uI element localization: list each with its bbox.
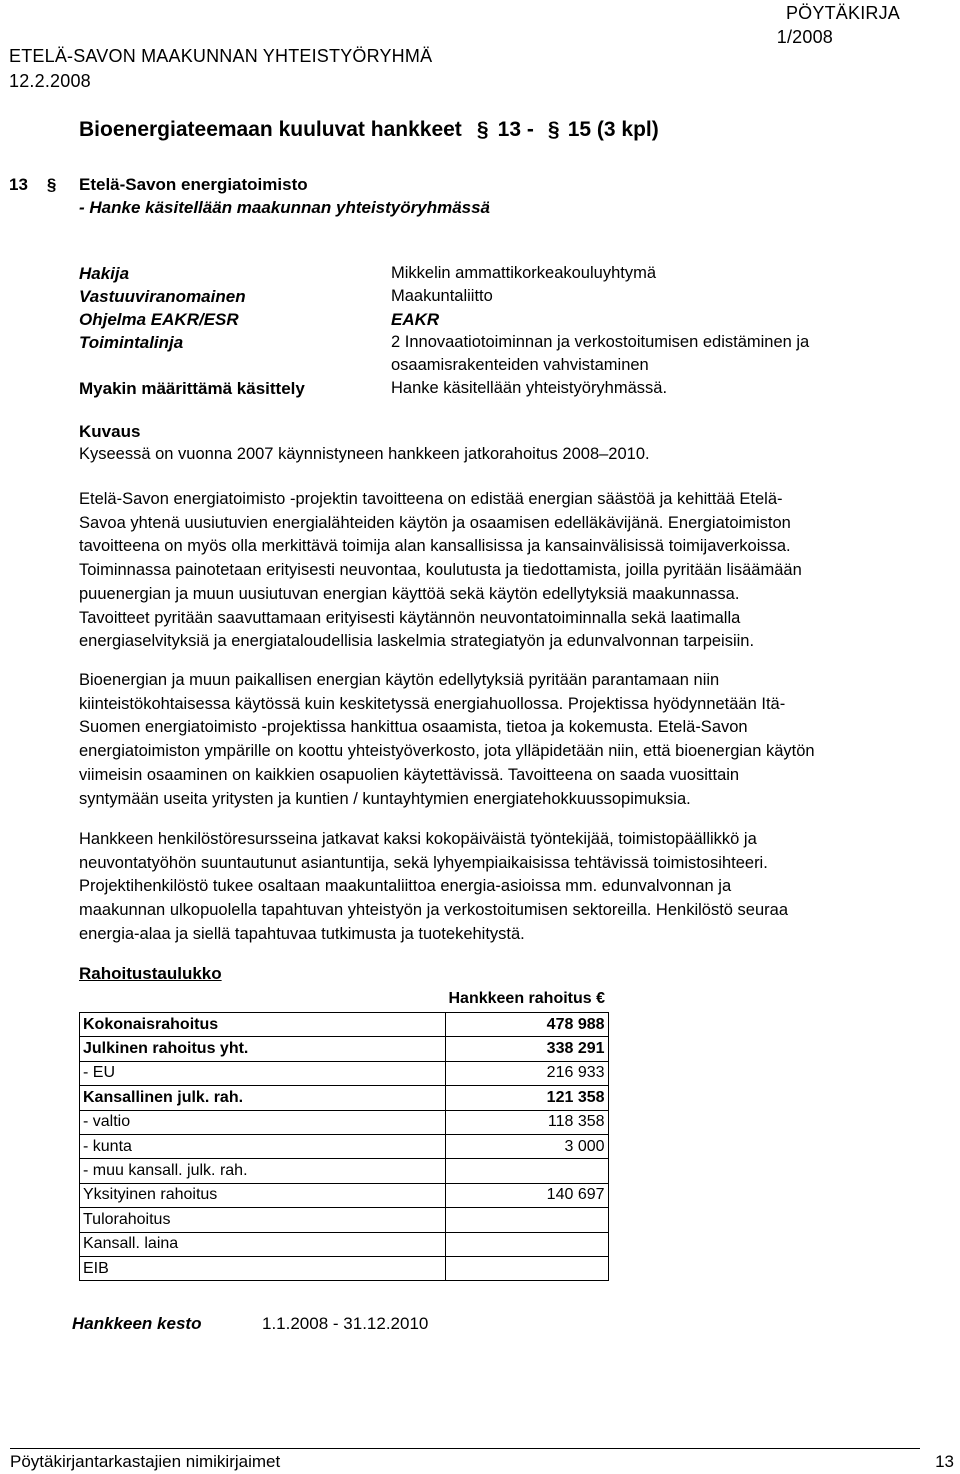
footer-label: Pöytäkirjantarkastajien nimikirjaimet	[10, 1452, 281, 1471]
detail-label-vastuuviranomainen: Vastuuviranomainen	[79, 287, 246, 306]
funding-row-label: Tulorahoitus	[80, 1208, 446, 1232]
table-row	[80, 1159, 609, 1183]
detail-label-kasittely: Myakin määrittämä käsittely	[79, 379, 305, 398]
text-line: maakunnan ulkopuolella tapahtuvan yhteistyön ja verkostoitumisen sektoreilla. Henkilöstö seuraa	[79, 901, 788, 920]
section-sign-icon: §	[476, 118, 489, 141]
duration-value: 1.1.2008 - 31.12.2010	[262, 1314, 429, 1333]
funding-row-label: Kokonaisrahoitus	[80, 1013, 446, 1037]
text-line: energia-alaa ja siellä tapahtuvaa tutkimusta ja tuotekehitystä.	[79, 924, 525, 943]
section-title-prefix: Bioenergiateemaan kuuluvat hankkeet	[79, 118, 462, 141]
page-number: 13	[935, 1452, 954, 1471]
table-header-row	[80, 986, 609, 1013]
table-row	[80, 1086, 609, 1110]
funding-row-label: - muu kansall. julk. rah.	[80, 1159, 446, 1183]
table-row	[80, 1110, 609, 1134]
funding-row-value	[446, 1232, 609, 1256]
text-line: Etelä-Savon energiatoimisto -projektin tavoitteena on edistää energian säästöä ja kehittää Etelä-	[79, 490, 783, 508]
funding-row-value	[446, 1256, 609, 1280]
funding-row-label: Kansall. laina	[80, 1232, 446, 1256]
text-line: energiaselvityksiä ja energiataloudellisia laskelmia strategiatyön ja edunvalvonnan tarpeisiin.	[79, 632, 755, 651]
section-sign-icon: §	[46, 175, 57, 194]
detail-value-toimintalinja: 2 Innovaatiotoiminnan ja verkostoitumisen edistäminen ja	[391, 333, 810, 351]
table-header-funding	[446, 986, 609, 1013]
kuvaus-paragraph-3	[79, 828, 959, 947]
table-row	[80, 1183, 609, 1207]
kuvaus-paragraph-1	[79, 488, 959, 654]
detail-value-toimintalinja-cont: osaamisrakenteiden vahvistaminen	[391, 356, 649, 374]
text-line: energiatoimiston ympärille on koottu yhteistyöverkosto, jota ylläpidetään niin, että bioenergian käytön	[79, 742, 815, 761]
text-line: Bioenergian ja muun paikallisen energian käytön edellytyksiä pyritään parantamaan niin	[79, 671, 720, 689]
section-title	[79, 118, 659, 142]
detail-label-ohjelma: Ohjelma EAKR/ESR	[79, 310, 239, 329]
text-line: tavoitteena on myös olla merkittävä toimija alan kansallisissa ja kansainvälisissä toimijaverkoissa.	[79, 537, 791, 556]
funding-row-value: 121 358	[446, 1086, 609, 1110]
detail-value-hakija: Mikkelin ammattikorkeakouluyhtymä	[391, 264, 657, 282]
kuvaus-heading: Kuvaus	[79, 422, 141, 441]
funding-row-value	[446, 1159, 609, 1183]
detail-value-kasittely: Hanke käsitellään yhteistyöryhmässä.	[391, 379, 668, 397]
funding-row-value: 118 358	[446, 1110, 609, 1134]
funding-row-label: - kunta	[80, 1134, 446, 1158]
funding-table	[79, 986, 609, 1281]
funding-row-label: - EU	[80, 1061, 446, 1085]
section-title-suffix: 13 -	[497, 118, 534, 141]
funding-row-label: EIB	[80, 1256, 446, 1280]
text-line: Projektihenkilöstö tukee osaltaan maakuntaliittoa energia-asioissa mm. edunvalvonnan ja	[79, 877, 732, 896]
funding-row-value: 478 988	[446, 1013, 609, 1037]
currency-symbol: €	[596, 990, 606, 1007]
text-line: neuvontatyöhön suuntautunut asiantuntija, sekä lyhyempiaikaisissa tehtävissä toimistosihteeri.	[79, 853, 768, 872]
text-line: Tavoitteet pyritään saavuttamaan erityisesti käytännön neuvontatoiminnalla sekä laatimalla	[79, 608, 741, 627]
item-title: Etelä-Savon energiatoimisto	[79, 175, 308, 194]
table-row	[80, 1013, 609, 1037]
text-line: syntymään useita yritysten ja kuntien / kuntayhtymien energiatehokkuussopimuksia.	[79, 789, 691, 808]
table-header-empty	[80, 986, 446, 1013]
table-row	[80, 1256, 609, 1280]
item-heading	[9, 175, 71, 195]
text-line: Suomen energiatoimisto -projektissa hankittua osaamista, tietoa ja kokemusta. Etelä-Savon	[79, 718, 748, 737]
table-row	[80, 1037, 609, 1061]
funding-row-value: 140 697	[446, 1183, 609, 1207]
kuvaus-intro: Kyseessä on vuonna 2007 käynnistyneen hankkeen jatkorahoitus 2008–2010.	[79, 445, 650, 463]
funding-column-header: Hankkeen rahoitus	[448, 990, 592, 1007]
item-number: 13	[9, 175, 28, 194]
detail-label-toimintalinja: Toimintalinja	[79, 333, 184, 352]
text-line: Hankkeen henkilöstöresursseina jatkavat kaksi kokopäiväistä työntekijää, toimistopäällikkö ja	[79, 830, 757, 848]
funding-row-label: Kansallinen julk. rah.	[80, 1086, 446, 1110]
doc-number: 1/2008	[776, 27, 833, 47]
funding-row-value: 3 000	[446, 1134, 609, 1158]
table-row	[80, 1061, 609, 1085]
section-title-range-end: 15 (3 kpl)	[567, 118, 659, 141]
funding-row-label: - valtio	[80, 1110, 446, 1134]
funding-row-value: 338 291	[446, 1037, 609, 1061]
kuvaus-paragraph-2	[79, 669, 959, 811]
funding-row-label: Yksityinen rahoitus	[80, 1183, 446, 1207]
detail-value-ohjelma: EAKR	[391, 310, 440, 329]
footer-divider	[10, 1448, 920, 1449]
text-line: Toiminnassa painotetaan erityisesti neuvontaa, koulutusta ja tiedottamista, joilla pyritään lisäämään	[79, 561, 802, 580]
table-row	[80, 1208, 609, 1232]
organization: ETELÄ-SAVON MAAKUNNAN YHTEISTYÖRYHMÄ	[9, 46, 433, 66]
funding-row-label: Julkinen rahoitus yht.	[80, 1037, 446, 1061]
meeting-date: 12.2.2008	[9, 71, 91, 91]
table-row	[80, 1232, 609, 1256]
duration-label: Hankkeen kesto	[72, 1314, 202, 1333]
section-sign-icon: §	[547, 118, 560, 141]
detail-value-vastuuviranomainen: Maakuntaliitto	[391, 287, 493, 305]
item-note: - Hanke käsitellään maakunnan yhteistyöryhmässä	[79, 198, 491, 217]
text-line: viimeisin osaaminen on kaikkien osapuolien käytettävissä. Tavoitteena on saada vuosittain	[79, 765, 740, 784]
funding-heading: Rahoitustaulukko	[79, 964, 222, 983]
doc-type: PÖYTÄKIRJA	[785, 3, 900, 23]
funding-row-value: 216 933	[446, 1061, 609, 1085]
funding-row-value	[446, 1208, 609, 1232]
text-line: kiinteistökohtaisessa käytössä kuin keskitetyssä energiahuollossa. Projektissa hyödynnetään Itä-	[79, 694, 786, 713]
text-line: Savoa yhtenä uusiutuvien energialähteiden käytön ja osaamisen edelläkävijänä. Energiatoimiston	[79, 513, 791, 532]
detail-label-hakija: Hakija	[79, 264, 130, 283]
text-line: puuenergian ja muun uusiutuvan energian käyttöä sekä käytön edellytyksiä maakunnassa.	[79, 584, 740, 603]
table-row	[80, 1134, 609, 1158]
